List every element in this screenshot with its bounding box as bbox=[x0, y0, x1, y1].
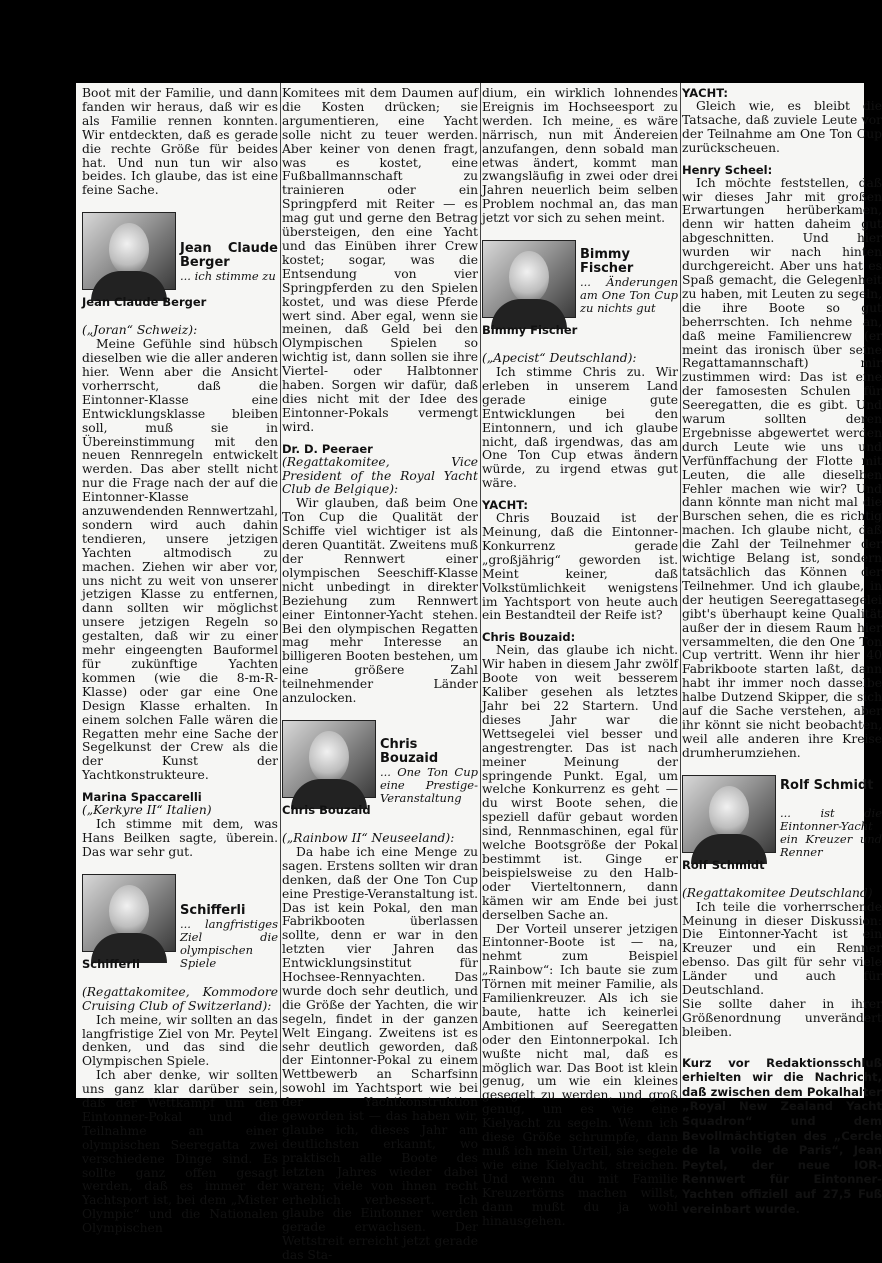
paragraph: Ich stimme mit dem, was Hans Beilken sagte, überein. Das war sehr gut. bbox=[82, 817, 278, 859]
profile-quote: ... One Ton Cup eine Prestige-Veranstaltung bbox=[380, 764, 478, 805]
profile-name: Rolf Schmidt bbox=[780, 777, 874, 793]
paragraph: Komitees mit dem Daumen auf die Kosten drücken; sie argumentieren, eine Yacht solle nicht zu teuer werden. Aber keiner von denen fragt, was es kostet, eine Fußballmannschaft zu trainieren oder ein Springpferd mit Reiter — es mag gut und gerne den Betrag übersteigen, den eine Yacht und das Einüben ihrer Crew kostet; sogar, was die Entsendung von vier Springpferden zu den Spielen kostet, und was diese Pferde wert sind. Aber egal, wenn sie meinen, daß Geld bei den Olympischen Spielen so wichtig ist, dann sollen sie ihre Viertel- oder Halbtonner haben. Sorgen wir dafür, daß dies nicht mit der Idee des Eintonner-Pokals vermengt wird. bbox=[282, 86, 478, 434]
section-heading: YACHT: bbox=[682, 86, 729, 100]
speaker-heading: Chris Bouzaid: bbox=[482, 630, 576, 645]
photo-caption: Rolf Schmidt bbox=[682, 857, 765, 872]
portrait-photo bbox=[82, 874, 176, 952]
paragraph: Ich teile die vorherrschende Meinung in dieser Diskussion: Die Eintonner-Yacht ist ein Kreuzer und ein Renner ebenso. Das gilt für sehr viele Länder und auch für Deutschland. bbox=[682, 899, 882, 998]
column-1 bbox=[82, 87, 278, 1236]
portrait-photo bbox=[282, 720, 376, 798]
column-divider bbox=[280, 83, 281, 1098]
speaker-heading: Henry Scheel: bbox=[682, 162, 773, 177]
paragraph: Ich meine, wir sollten an das langfristige Ziel von Mr. Peytel denken, und das sind die Olympischen Spiele. bbox=[82, 1012, 278, 1069]
magazine-page bbox=[76, 83, 882, 1263]
photo-caption: Bimmy Fischer bbox=[482, 323, 578, 338]
speaker-heading: Dr. D. Peeraer bbox=[282, 441, 373, 456]
profile-berger bbox=[82, 212, 278, 322]
paragraph: dium, ein wirklich lohnendes Ereignis im Hochseesport zu werden. Ich meine, es wäre närrisch, nun mit Ändereien anzufangen, denn sobald man etwas ändert, kommt man zwangsläufig in zwei oder drei Jahren neuerlich beim selben Problem nochmal an, das man jetzt vor sich zu sehen meint. bbox=[482, 86, 678, 226]
paragraph: Ich stimme Chris zu. Wir erleben in unserem Land gerade einige gute Entwicklungen bei den Eintonnern, und ich glaube nicht, daß irgendwas, das am One Ton Cup etwas ändern würde, zu irgend etwas gut wäre. bbox=[482, 364, 678, 491]
column-divider bbox=[480, 83, 481, 1098]
profile-quote: ... langfristiges Ziel die olympischen Spiele bbox=[180, 916, 278, 970]
profile-name: Chris Bouzaid bbox=[380, 736, 439, 766]
column-4 bbox=[682, 87, 882, 1216]
editorial-note: Kurz vor Redaktionsschluß erhielten wir die Nachricht, daß zwischen dem Pokalhalter „Royal New Zealand Yacht Squadron“ und dem Bevollmächtigten des „Cercle de la voile de Paris“, Jean Peytel, der neue IOR-Rennwert für Eintonner-Yachten offiziell auf 27,5 Fuß vereinbart wurde. bbox=[682, 1055, 882, 1216]
paragraph: Ich möchte feststellen, daß wir dieses Jahr mit großen Erwartungen herüberkamen, denn wir hatten daheim gut abgeschnitten. Und hier wurden wir nach hinten durchgereicht. Aber uns hat es Spaß gemacht, die Gelegenheit zu haben, mit Leuten zu segeln, die ihre Boote so gut beherrschten. Ich nehme an, daß meine Familiencrew (er meint das ironisch über seine Regattamannschaft) mir zustimmen wird: Das ist eine der famosesten Schulen für Seeregatten, die es gibt. Und warum sollten deren Ergebnisse abgewertet werden durch Leute wie uns und Verfünffachung der Flotte mit Leuten, die alle dieselben Fehler machen wie wir? Und dann könnte man nicht mal die Burschen sehen, die es richtig machen. Ich glaube nicht, daß die Zahl der Teilnehmer der wichtige Belang ist, sondern tatsächlich das Können der Teilnehmer. Und ich glaube, in der heutigen Seeregattasegelei gibt's überhaupt keine Qualität außer der in diesem Raum hier versammelten, die den One Ton Cup vertritt. Wenn ihr hier 40 Fabrikboote starten laßt, dann habt ihr immer noch dasselbe halbe Dutzend Skipper, die sich auf die Sache verstehen, aber ihr könnt sie nicht beobachten, weil alle anderen ihre Kreise drumherumziehen. bbox=[682, 175, 882, 760]
speaker-role: (Regattakomitee, Kommodore Cruising Club of Switzerland): bbox=[82, 984, 278, 1013]
profile-schifferli bbox=[82, 874, 278, 984]
paragraph: Nein, das glaube ich nicht. Wir haben in diesem Jahr zwölf Boote von weit besserem Kaliber gesehen als letztes Jahr bei 22 Startern. Und dieses Jahr war die Wettsegelei viel besser und angestrengter. Das ist nach meiner Meinung der springende Punkt. Egal, um welche Konkurrenz es geht — du wirst Boote sehen, die speziell dafür gebaut worden sind, Rennmaschinen, egal für welche Bootsgröße der Pokal bestimmt ist. Ginge er beispielsweise zu den Halb- oder Vierteltonnern, dann kämen wir am Ende bei just derselben Sache an. bbox=[482, 643, 678, 922]
profile-name: Jean Claude Berger bbox=[180, 241, 278, 271]
speaker-role: („Apecist“ Deutschland): bbox=[482, 351, 637, 366]
photo-caption: Jean Claude Berger bbox=[82, 295, 207, 310]
photo-caption: Schifferli bbox=[82, 956, 140, 971]
paragraph: Meine Gefühle sind hübsch dieselben wie die aller anderen hier. Wenn aber die Ansicht vorherrscht, daß die Eintonner-Klasse eine Entwicklungsklasse bleiben soll, muß sie in Übereinstimmung mit den neuen Rennregeln entwickelt werden. Das aber stellt nicht nur die Frage nach der auf die Eintonner-Klasse anzuwendenden Rennwertzahl, sondern wird auch dahin tendieren, unsere jetzigen Yachten altmodisch zu machen. Ziehen wir aber vor, uns nicht zu weit von unserer jetzigen Klasse zu entfernen, dann sollten wir möglichst unsere jetzigen Regeln so gestalten, daß wir zu einer mehr eingeengten Bauformel für zukünftige Yachten kommen (wie die 8-m-R-Klasse) oder gar eine One Design Klasse erhalten. In einem solchen Falle wären die Regatten mehr eine Sache der Segelkunst der Crew als die der Kunst der Yachtkonstrukteure. bbox=[82, 337, 278, 783]
speaker-role: („Joran“ Schweiz): bbox=[82, 323, 198, 338]
paragraph: Ich aber denke, wir sollten uns ganz klar darüber sein, daß der Wettkampf um den Eintonner-Pokal und die Teilnahme an einer olympischen Seeregatta zwei verschiedene Dinge sind. Es sollte ganz offen gesagt werden, daß es immer der Yachtsport ist, bei dem „Mister Olympic“ und die Nationalen Olympischen bbox=[82, 1068, 278, 1236]
photo-caption: Chris Bouzaid bbox=[282, 802, 371, 817]
paragraph: Der Vorteil unserer jetzigen Eintonner-Boote ist — na, nehmt zum Beispiel „Rainbow“: Ich baute sie zum Törnen mit meiner Familie, als Familienkreuzer. Als ich sie baute, hatte ich keinerlei Ambitionen auf Seeregatten oder den Eintonnerpokal. Ich wußte nicht mal, daß es möglich war. Das Boot ist klein genug, um wie ein kleines gesegelt zu werden, und groß genug, um es wie eine Kielyacht zu segeln. Wenn ich diese Größe schrumpfe, dann muß ich mein Urteil, sie segele wie eine Kielyacht, streichen. Und wenn du mit Familie Kreuzertörns machen willst, dann mußt du ja wohl hinausgehen. bbox=[482, 921, 678, 1228]
profile-bouzaid bbox=[282, 720, 478, 830]
paragraph: Chris Bouzaid ist der Meinung, daß die Eintonner-Konkurrenz gerade „großjährig“ geworden ist. Meint keiner, daß Volkstümlichkeit wenigstens im Yachtsport von heute auch ein Bestandteil der Reife ist? bbox=[482, 511, 678, 623]
paragraph: Da habe ich eine Menge zu sagen. Erstens sollten wir dran denken, daß der One Ton Cup eine Prestige-Veranstaltung ist. Das ist kein Pokal, den man Fabrikbooten überlassen sollte, denn er war in den letzten vier Jahren das Entwicklungsinstitut für Hochsee-Rennyachten. Das wurde doch sehr deutlich, und die Größe der Yachten, die wir segeln, findet in der ganzen Welt Eingang. Zweitens ist es sehr deutlich geworden, daß der Eintonner-Pokal zu einem Wettbewerb an Scharfsinn sowohl im Yachtsport wie bei der Yachtkonstruktion geworden ist — das haben wir, glaube ich, dieses Jahr am deutlichsten erkannt, wo praktisch alle Boote des letzten Jahres wieder dabei waren; viele von ihnen recht erheblich verbessert. Ich glaube die Eintonner werden gerade erwachsen. Der Wettstreit erreicht jetzt gerade das Sta- bbox=[282, 844, 478, 1263]
column-3 bbox=[482, 87, 678, 1228]
profile-name: Bimmy Fischer bbox=[580, 247, 634, 277]
speaker-heading: Marina Spaccarelli bbox=[82, 790, 202, 805]
column-2 bbox=[282, 87, 478, 1263]
portrait-photo bbox=[482, 240, 576, 318]
paragraph: Wir glauben, daß beim One Ton Cup die Qualität der Schiffe viel wichtiger ist als deren Quantität. Zweitens muß der Rennwert einer olympischen Seeschiff-Klasse nicht unbedingt in direkter Beziehung zum Rennwert einer Eintonner-Yacht stehen. Bei den olympischen Regatten mag mehr Interesse an billigeren Booten bestehen, um eine größere Zahl teilnehmender Länder anzulocken. bbox=[282, 496, 478, 706]
speaker-role: („Rainbow II“ Neuseeland): bbox=[282, 830, 455, 845]
profile-quote: ... ich stimme zu bbox=[180, 269, 276, 284]
portrait-photo bbox=[82, 212, 176, 290]
profile-fischer bbox=[482, 240, 678, 350]
profile-schmidt bbox=[682, 775, 882, 885]
speaker-role: (Regattakomitee, Vice President of the Royal Yacht Club de Belgique): bbox=[282, 454, 478, 497]
speaker-role: („Kerkyre II“ Italien) bbox=[82, 803, 212, 818]
portrait-photo bbox=[682, 775, 776, 853]
profile-name: Schifferli bbox=[180, 902, 246, 918]
paragraph: Gleich wie, es bleibt die Tatsache, daß zuviele Leute vor der Teilnahme am One Ton Cup zurückscheuen. bbox=[682, 99, 882, 155]
profile-quote: ... Änderungen am One Ton Cup zu nichts gut bbox=[580, 275, 678, 316]
column-divider bbox=[680, 83, 681, 1098]
profile-quote: ... ist die Eintonner-Yacht ein Kreuzer und Renner bbox=[780, 805, 882, 859]
speaker-role: (Regattakomitee Deutschland) bbox=[682, 885, 873, 900]
paragraph: Boot mit der Familie, und dann fanden wir heraus, daß wir es als Familie rennen konnten. Wir entdeckten, daß es gerade die rechte Größe für beides hat. Und nun tun wir also beides. Ich glaube, das ist eine feine Sache. bbox=[82, 86, 278, 198]
paragraph: Sie sollte daher in ihrer Größenordnung unverändert bleiben. bbox=[682, 996, 882, 1039]
section-heading: YACHT: bbox=[482, 498, 529, 513]
